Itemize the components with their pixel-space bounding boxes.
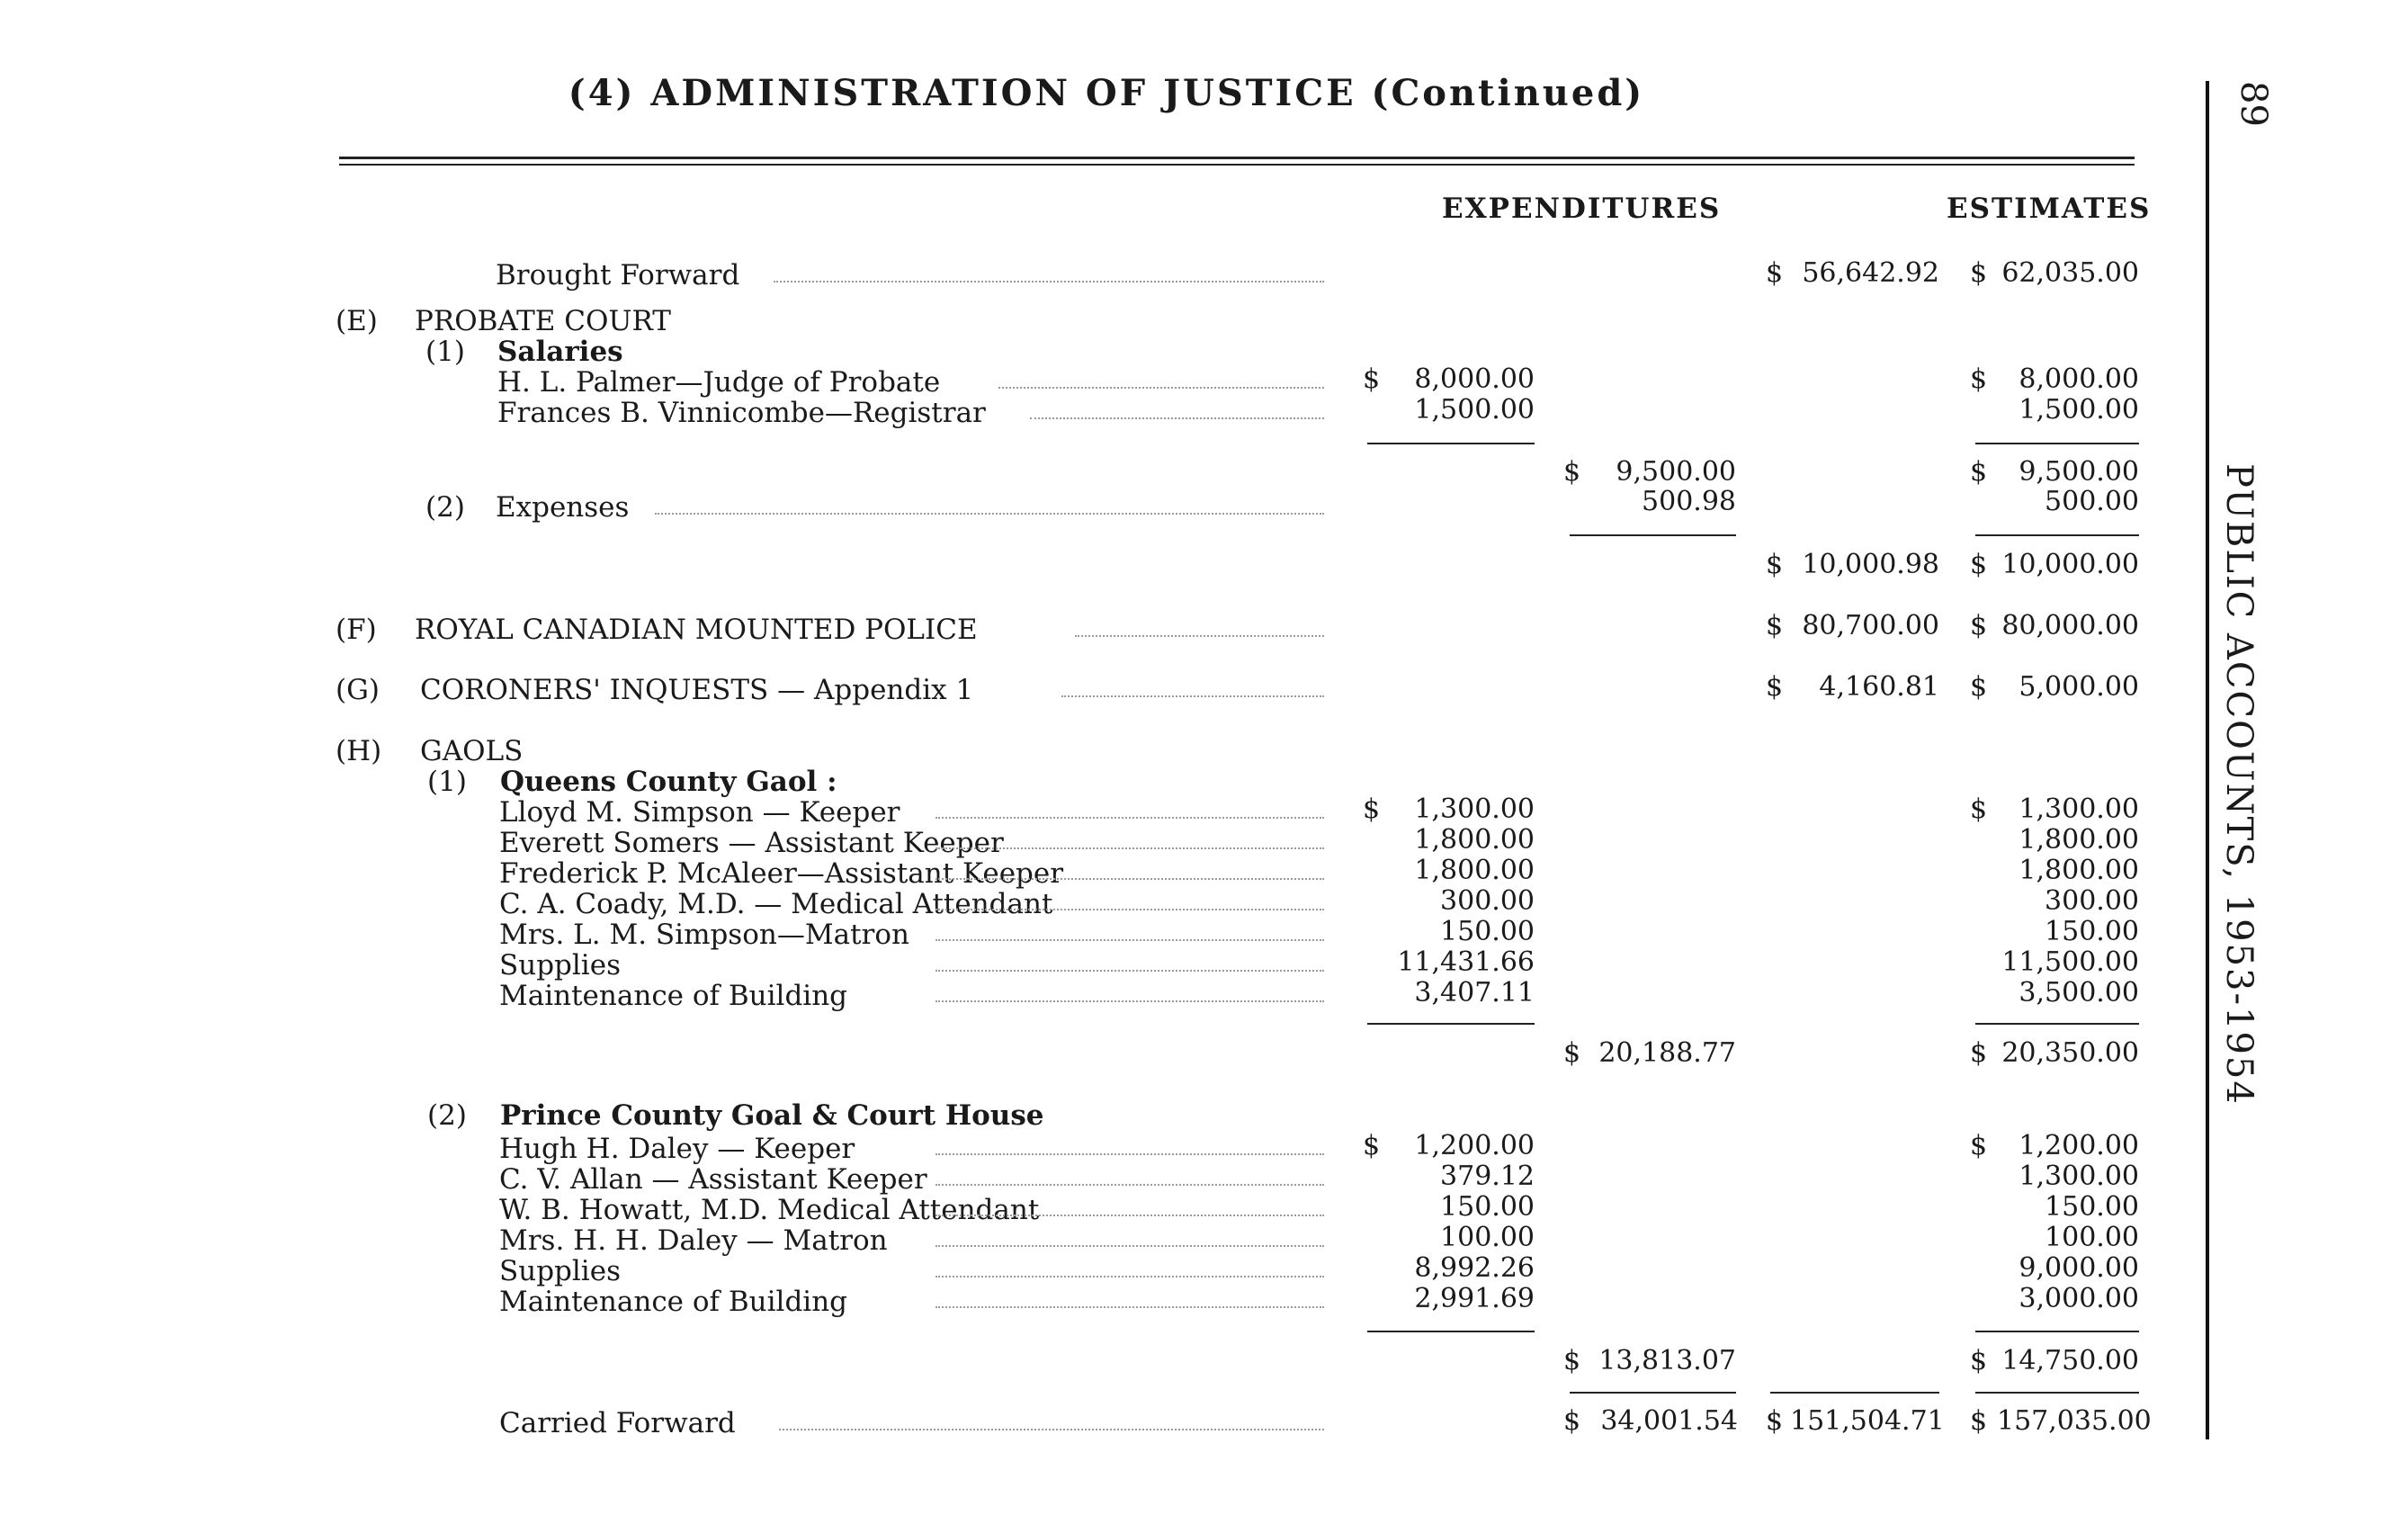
item-expenditure: 11,431.66: [1397, 946, 1535, 978]
subtotal-rule: [1367, 1331, 1535, 1332]
leader-dots: [1061, 695, 1324, 697]
probate-item-expenditure: 1,500.00: [1414, 394, 1535, 426]
expenditures-header: EXPENDITURES: [1442, 193, 1722, 225]
prince-county-gaol-heading: Prince County Goal & Court House: [500, 1099, 1044, 1132]
item-expenditure: 8,992.26: [1414, 1252, 1535, 1284]
section-letter-h: (H): [336, 735, 382, 767]
subtotal-rule: [1367, 1023, 1535, 1025]
subtotal-rule: [1975, 1023, 2139, 1025]
leader-dots: [935, 1184, 1324, 1186]
dollar-sign: $: [1970, 1130, 1988, 1161]
carried-forward-label: Carried Forward: [499, 1407, 736, 1439]
brought-forward-estimate: 62,035.00: [2001, 257, 2139, 289]
probate-item-estimate: 1,500.00: [2019, 394, 2139, 426]
header-rule-bottom: [339, 164, 2135, 166]
gaols-heading: GAOLS: [420, 735, 524, 767]
item-label: Lloyd M. Simpson — Keeper: [499, 796, 900, 829]
item-expenditure: 150.00: [1440, 916, 1535, 947]
item-expenditure: 1,300.00: [1414, 793, 1535, 825]
item-estimate: 11,500.00: [2001, 946, 2139, 978]
item-label: C. A. Coady, M.D. — Medical Attendant: [499, 888, 1053, 920]
rcmp-estimate: 80,000.00: [2001, 610, 2139, 641]
item-label: Supplies: [499, 1255, 621, 1287]
brought-forward-label: Brought Forward: [496, 259, 740, 291]
page-number: 89: [2233, 81, 2274, 127]
probate-item-estimate: 8,000.00: [2019, 363, 2139, 395]
dollar-sign: $: [1563, 1405, 1581, 1437]
leader-dots: [935, 909, 1324, 910]
total-rule: [1770, 1392, 1939, 1394]
salaries-estimate: 9,500.00: [2019, 456, 2139, 488]
carried-forward-gaols: 34,001.54: [1600, 1405, 1738, 1437]
leader-dots: [935, 939, 1324, 941]
prince-number: (2): [427, 1099, 467, 1132]
item-label: Hugh H. Daley — Keeper: [499, 1133, 855, 1165]
item-estimate: 150.00: [2045, 1191, 2139, 1223]
item-estimate: 150.00: [2045, 916, 2139, 947]
probate-court-heading: PROBATE COURT: [415, 305, 671, 337]
dollar-sign: $: [1970, 793, 1988, 825]
section-letter-e: (E): [336, 305, 378, 337]
prince-estimate-total: 14,750.00: [2001, 1345, 2139, 1376]
leader-dots: [935, 1215, 1324, 1216]
leader-dots: [935, 1000, 1324, 1002]
section-letter-g: (G): [336, 674, 380, 706]
dollar-sign: $: [1563, 1037, 1581, 1069]
dollar-sign: $: [1766, 257, 1784, 289]
margin-rule: [2206, 81, 2209, 1439]
leader-dots: [935, 878, 1324, 880]
leader-dots: [935, 1276, 1324, 1277]
dollar-sign: $: [1363, 793, 1381, 825]
item-expenditure: 1,200.00: [1414, 1130, 1535, 1161]
item-estimate: 1,300.00: [2019, 1161, 2139, 1192]
coroners-estimate: 5,000.00: [2019, 671, 2139, 703]
leader-dots: [935, 970, 1324, 972]
page-title: (4) ADMINISTRATION OF JUSTICE (Continued): [568, 72, 1645, 114]
section-letter-f: (F): [336, 614, 377, 646]
leader-dots: [1030, 417, 1324, 419]
dollar-sign: $: [1970, 456, 1988, 488]
queens-number: (1): [427, 766, 467, 798]
item-label: Maintenance of Building: [499, 1286, 848, 1318]
dollar-sign: $: [1363, 1130, 1381, 1161]
expenses-number: (2): [425, 491, 465, 524]
item-estimate: 1,800.00: [2019, 824, 2139, 856]
item-label: Frederick P. McAleer—Assistant Keeper: [499, 857, 1064, 890]
carried-forward-expenditure: 151,504.71: [1790, 1405, 1945, 1437]
item-estimate: 1,300.00: [2019, 793, 2139, 825]
item-label: W. B. Howatt, M.D. Medical Attendant: [499, 1194, 1040, 1226]
item-label: Maintenance of Building: [499, 980, 848, 1012]
probate-item-expenditure: 8,000.00: [1414, 363, 1535, 395]
item-label: Supplies: [499, 949, 621, 982]
item-estimate: 300.00: [2045, 885, 2139, 917]
dollar-sign: $: [1970, 363, 1988, 395]
salaries-heading: Salaries: [497, 336, 623, 368]
probate-total: 10,000.98: [1802, 549, 1939, 580]
item-label: C. V. Allan — Assistant Keeper: [499, 1163, 927, 1196]
dollar-sign: $: [1766, 671, 1784, 703]
queens-estimate-total: 20,350.00: [2001, 1037, 2139, 1069]
expenses-label: Expenses: [496, 491, 630, 524]
dollar-sign: $: [1970, 1345, 1988, 1376]
estimates-header: ESTIMATES: [1947, 193, 2152, 225]
item-estimate: 9,000.00: [2019, 1252, 2139, 1284]
leader-dots: [935, 847, 1324, 849]
item-expenditure: 2,991.69: [1414, 1283, 1535, 1314]
carried-forward-estimate: 157,035.00: [1997, 1405, 2152, 1437]
dollar-sign: $: [1563, 1345, 1581, 1376]
leader-dots: [935, 1153, 1324, 1155]
item-expenditure: 1,800.00: [1414, 855, 1535, 886]
leader-dots: [935, 1245, 1324, 1247]
leader-dots: [779, 1429, 1324, 1430]
dollar-sign: $: [1563, 456, 1581, 488]
leader-dots: [1075, 635, 1324, 637]
leader-dots: [774, 281, 1324, 282]
item-expenditure: 150.00: [1440, 1191, 1535, 1223]
probate-total-estimate: 10,000.00: [2001, 549, 2139, 580]
leader-dots: [998, 387, 1324, 389]
dollar-sign: $: [1970, 610, 1988, 641]
coroners-heading: CORONERS' INQUESTS — Appendix 1: [420, 674, 974, 706]
dollar-sign: $: [1766, 610, 1784, 641]
subtotal-rule: [1975, 534, 2139, 536]
probate-item-label: Frances B. Vinnicombe—Registrar: [497, 397, 986, 429]
total-rule: [1570, 1392, 1736, 1394]
subtotal-rule: [1975, 443, 2139, 444]
salaries-subtotal: 9,500.00: [1616, 456, 1736, 488]
leader-dots: [655, 513, 1324, 515]
rcmp-total: 80,700.00: [1802, 610, 1939, 641]
item-estimate: 1,800.00: [2019, 855, 2139, 886]
queens-subtotal: 20,188.77: [1598, 1037, 1736, 1069]
item-expenditure: 379.12: [1440, 1161, 1535, 1192]
dollar-sign: $: [1363, 363, 1381, 395]
subtotal-rule: [1367, 443, 1535, 444]
coroners-total: 4,160.81: [1819, 671, 1939, 703]
item-estimate: 3,000.00: [2019, 1283, 2139, 1314]
item-estimate: 3,500.00: [2019, 977, 2139, 1009]
dollar-sign: $: [1766, 549, 1784, 580]
leader-dots: [935, 1306, 1324, 1308]
dollar-sign: $: [1970, 549, 1988, 580]
expenses-expenditure: 500.98: [1642, 486, 1736, 517]
item-expenditure: 300.00: [1440, 885, 1535, 917]
expenses-estimate: 500.00: [2045, 486, 2139, 517]
dollar-sign: $: [1970, 1405, 1988, 1437]
subtotal-rule: [1570, 534, 1736, 536]
brought-forward-expenditure: 56,642.92: [1802, 257, 1939, 289]
item-estimate: 1,200.00: [2019, 1130, 2139, 1161]
running-title: PUBLIC ACCOUNTS, 1953-1954: [2218, 463, 2260, 1106]
leader-dots: [935, 817, 1324, 819]
dollar-sign: $: [1970, 1037, 1988, 1069]
dollar-sign: $: [1766, 1405, 1784, 1437]
item-expenditure: 1,800.00: [1414, 824, 1535, 856]
subtotal-rule: [1975, 1331, 2139, 1332]
item-label: Everett Somers — Assistant Keeper: [499, 827, 1004, 859]
item-estimate: 100.00: [2045, 1222, 2139, 1253]
dollar-sign: $: [1970, 671, 1988, 703]
item-label: Mrs. L. M. Simpson—Matron: [499, 919, 909, 951]
total-rule: [1975, 1392, 2139, 1394]
salaries-number: (1): [425, 336, 465, 368]
dollar-sign: $: [1970, 257, 1988, 289]
probate-item-label: H. L. Palmer—Judge of Probate: [497, 366, 941, 399]
item-label: Mrs. H. H. Daley — Matron: [499, 1224, 888, 1257]
prince-subtotal: 13,813.07: [1598, 1345, 1736, 1376]
item-expenditure: 100.00: [1440, 1222, 1535, 1253]
item-expenditure: 3,407.11: [1414, 977, 1535, 1009]
header-rule-top: [339, 157, 2135, 159]
rcmp-heading: ROYAL CANADIAN MOUNTED POLICE: [415, 614, 978, 646]
queens-county-gaol-heading: Queens County Gaol :: [500, 766, 837, 798]
